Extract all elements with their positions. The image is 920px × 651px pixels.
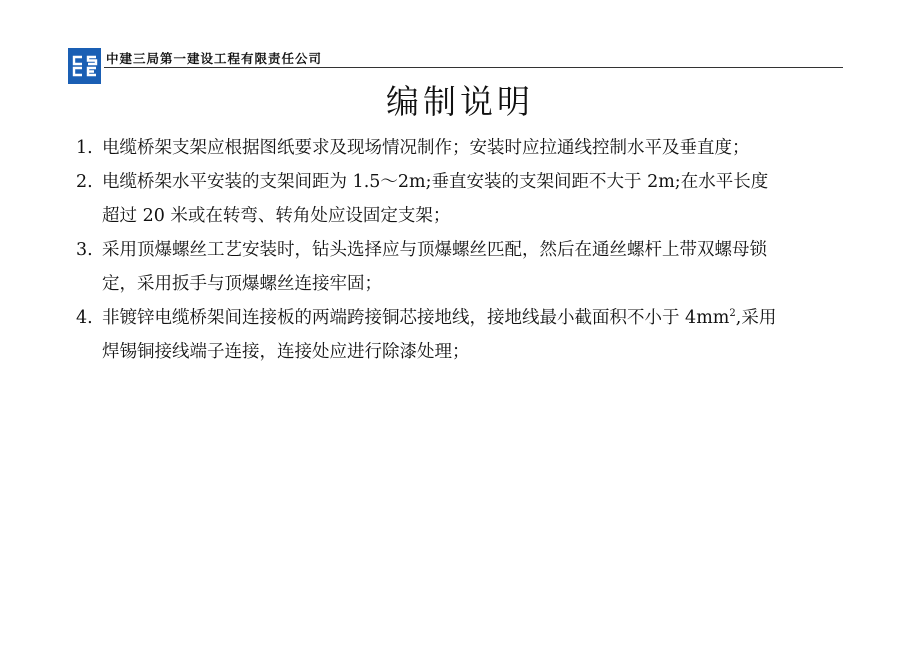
cscec-logo-icon: [68, 48, 101, 84]
note-text: 非镀锌电缆桥架间连接板的两端跨接铜芯接地线，接地线最小截面积不小于 4mm: [102, 308, 730, 328]
note-item: [76, 165, 856, 233]
note-number: 2.: [76, 172, 93, 192]
note-text-line: 采用顶爆螺丝工艺安装时，钻头选择应与顶爆螺丝匹配，然后在通丝螺杆上带双螺母锁: [102, 240, 767, 260]
note-text-line: [102, 301, 856, 335]
note-text-line: 焊锡铜接线端子连接，连接处应进行除漆处理；: [102, 342, 470, 362]
notes-list: [76, 131, 856, 369]
note-item: [76, 301, 856, 369]
note-text-line: 定，采用扳手与顶爆螺丝连接牢固；: [102, 274, 382, 294]
note-number: 1.: [76, 138, 93, 158]
note-number: 4.: [76, 308, 93, 328]
note-text-line: 电缆桥架水平安装的支架间距为 1.5～2m;垂直安装的支架间距不大于 2m;在水平长度: [102, 172, 769, 192]
superscript-exponent: 2: [729, 308, 736, 319]
note-item: [76, 233, 856, 301]
note-text: ,采用: [735, 308, 777, 328]
header-divider: [104, 67, 843, 68]
note-text-line: 超过 20 米或在转弯、转角处应设固定支架；: [102, 206, 451, 226]
page-title: 编制说明: [386, 82, 534, 121]
note-number: 3.: [76, 240, 93, 260]
note-text-line: 电缆桥架支架应根据图纸要求及现场情况制作；安装时应拉通线控制水平及垂直度；: [102, 138, 750, 158]
note-item: [76, 131, 856, 165]
company-name: 中建三局第一建设工程有限责任公司: [106, 51, 323, 66]
